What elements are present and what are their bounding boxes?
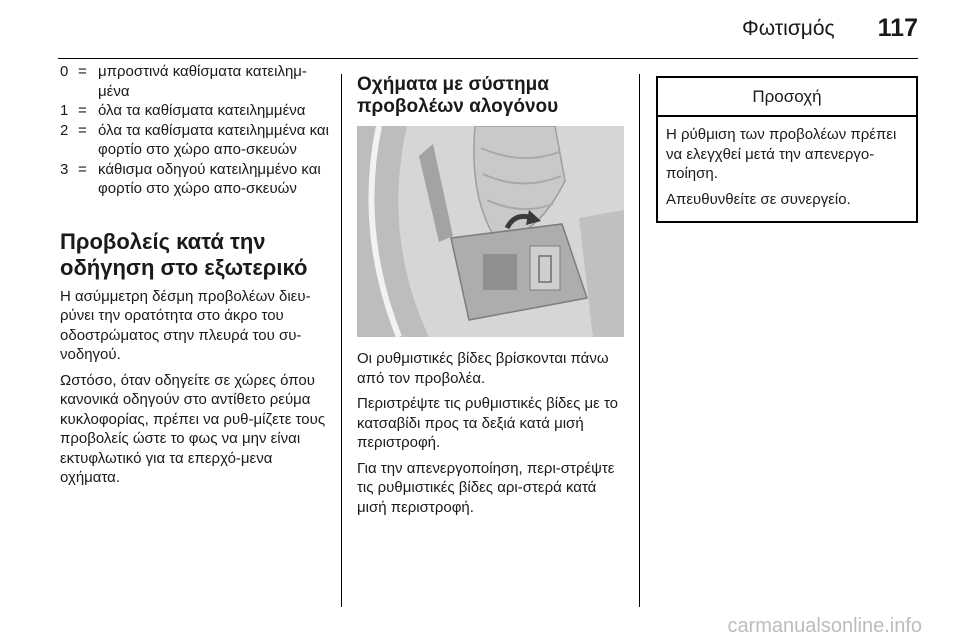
legend-equals: = — [78, 63, 87, 80]
legend-item — [60, 62, 335, 101]
headlamp-adjustment-illustration — [357, 126, 624, 337]
header-title: Φωτισμός — [742, 17, 835, 40]
caution-paragraph: Η ρύθμιση των προβολέων πρέπει να ελεγχθεί μετά την απενεργο-ποίηση. — [666, 126, 897, 182]
legend-text: όλα τα καθίσματα κατειλημμένα και φορτίο στο χώρο απο-σκευών — [98, 121, 329, 158]
body-paragraph: Η ασύμμετρη δέσμη προβολέων διευ-ρύνει την ορατότητα στο άκρο του οδοστρώματος στην πλευρά του συ-νοδηγού. — [60, 287, 311, 363]
section-heading-halogen: Οχήματα με σύστημα προβολέων αλογόνου — [357, 74, 559, 117]
legend-text: μπροστινά καθίσματα κατειλημ-μένα — [98, 63, 307, 100]
left-column — [60, 62, 335, 494]
legend-equals: = — [78, 102, 87, 119]
legend-item — [60, 121, 335, 160]
middle-column — [357, 74, 625, 523]
header-rule — [58, 58, 918, 59]
section-heading-abroad: Προβολείς κατά την οδήγηση στο εξωτερικό — [60, 228, 308, 280]
legend-number: 1 — [60, 102, 69, 119]
right-column — [656, 76, 918, 223]
legend-number: 0 — [60, 63, 69, 80]
legend-equals: = — [78, 160, 87, 178]
legend-number: 2 — [60, 121, 69, 139]
column-divider-right — [639, 74, 640, 607]
caution-title: Προσοχή — [658, 78, 916, 117]
body-paragraph: Περιστρέψτε τις ρυθμιστικές βίδες με το κατσαβίδι προς τα δεξιά κατά μισή περιστροφή. — [357, 395, 619, 451]
load-legend — [60, 62, 335, 199]
legend-item — [60, 160, 335, 199]
page-number: 117 — [877, 14, 918, 42]
legend-number: 3 — [60, 160, 69, 178]
caution-box — [656, 76, 918, 223]
legend-text: κάθισμα οδηγού κατειλημμένο και φορτίο στο χώρο απο-σκευών — [98, 160, 321, 197]
caution-body — [658, 117, 916, 221]
footer-watermark: carmanualsonline.info — [727, 615, 922, 637]
body-paragraph: Οι ρυθμιστικές βίδες βρίσκονται πάνω από τον προβολέα. — [357, 350, 609, 387]
legend-text: όλα τα καθίσματα κατειλημμένα — [98, 102, 306, 119]
body-paragraph: Για την απενεργοποίηση, περι-στρέψτε τις ρυθμιστικές βίδες αρι-στερά κατά μισή περιστροφή. — [357, 459, 615, 516]
body-paragraph: Ωστόσο, όταν οδηγείτε σε χώρες όπου κανονικά οδηγούν στο αντίθετο ρεύμα κυκλοφορίας, πρέπει να ρυθ-μίζετε τους προβολείς ώστε το φως να μην είναι εκτυφλωτικό για τα επερχό-μενα οχήματα. — [60, 371, 326, 486]
legend-item — [60, 101, 335, 121]
column-divider-left — [341, 74, 342, 607]
legend-equals: = — [78, 121, 87, 139]
caution-paragraph: Απευθυνθείτε σε συνεργείο. — [666, 190, 851, 208]
